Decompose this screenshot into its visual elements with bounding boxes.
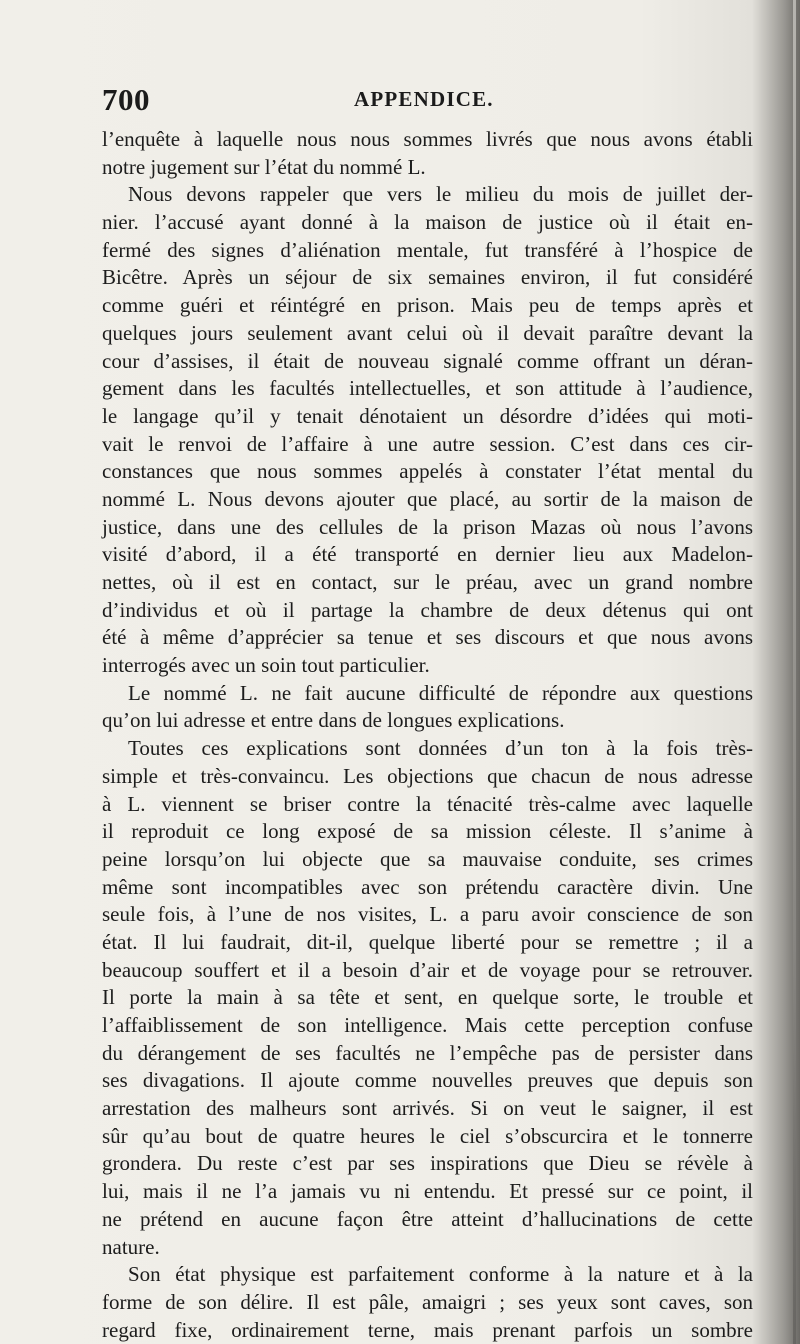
text-line: forme de son délire. Il est pâle, amaigri ; ses yeux sont caves, son [102, 1289, 753, 1314]
text-line: arrestation des malheurs sont arrivés. Si on veut le saigner, il est [102, 1096, 753, 1121]
text-line: lui, mais il ne l’a jamais vu ni entendu. Et pressé sur ce point, il [102, 1179, 753, 1204]
text-line: du dérangement de ses facultés ne l’empêche pas de persister dans [102, 1040, 753, 1065]
text-line: le langage qu’il y tenait dénotaient un désordre d’idées qui moti- [102, 403, 753, 428]
text-line: regard fixe, ordinairement terne, mais prenant parfois un sombre [102, 1317, 753, 1342]
text-line: Il porte la main à sa tête et sent, en quelque sorte, le trouble et [102, 985, 753, 1010]
page-edge-shadow [793, 0, 796, 1344]
text-line: même sont incompatibles avec son prétendu caractère divin. Une [102, 874, 753, 899]
text-line: grondera. Du reste c’est par ses inspirations que Dieu se révèle à [102, 1151, 753, 1176]
text-line: constances que nous sommes appelés à constater l’état mental du [102, 459, 753, 484]
text-line: beaucoup souffert et il a besoin d’air et de voyage pour se retrouver. [102, 957, 753, 982]
text-line: visité d’abord, il a été transporté en dernier lieu aux Madelon- [102, 542, 753, 567]
text-line: gement dans les facultés intellectuelles, et son attitude à l’audience, [102, 376, 753, 401]
text-line: comme guéri et réintégré en prison. Mais peu de temps après et [102, 293, 753, 318]
text-line: seule fois, à l’une de nos visites, L. a paru avoir conscience de son [102, 902, 753, 927]
text-line: interrogés avec un soin tout particulier. [102, 653, 430, 678]
text-line: cour d’assises, il était de nouveau signalé comme offrant un déran- [102, 348, 753, 373]
text-line: été à même d’apprécier sa tenue et ses discours et que nous avons [102, 625, 753, 650]
text-line: nettes, où il est en contact, sur le préau, avec un grand nombre [102, 570, 753, 594]
text-line: quelques jours seulement avant celui où il devait paraître devant la [102, 320, 753, 345]
text-line: nommé L. Nous devons ajouter que placé, au sortir de la maison de [102, 486, 753, 511]
text-line: nature. [102, 1234, 160, 1259]
text-line: fermé des signes d’aliénation mentale, fut transféré à l’hospice de [102, 237, 753, 262]
text-line: simple et très-convaincu. Les objections que chacun de nous adresse [102, 763, 753, 788]
text-line: peine lorsqu’on lui objecte que sa mauvaise conduite, ses crimes [102, 846, 753, 871]
text-line: Son état physique est parfaitement conforme à la nature et à la [128, 1262, 753, 1287]
running-head: APPENDICE. [354, 87, 494, 111]
text-line: d’individus et où il partage la chambre de deux détenus qui ont [102, 597, 753, 622]
text-line: Toutes ces explications sont données d’un ton à la fois très- [128, 736, 753, 761]
text-line: il reproduit ce long exposé de sa mission céleste. Il s’anime à [102, 819, 753, 844]
page-number: 700 [102, 82, 150, 117]
text-line: à L. viennent se briser contre la ténacité très-calme avec laquelle [102, 791, 753, 816]
text-line: notre jugement sur l’état du nommé L. [102, 154, 426, 179]
text-line: sûr qu’au bout de quatre heures le ciel s’obscurcira et le tonnerre [102, 1123, 753, 1148]
text-line: Nous devons rappeler que vers le milieu du mois de juillet der- [128, 182, 753, 207]
text-line: justice, dans une des cellules de la prison Mazas où nous l’avons [102, 514, 753, 539]
body-text [102, 126, 753, 1344]
text-line: qu’on lui adresse et entre dans de longues explications. [102, 708, 565, 733]
text-line: l’enquête à laquelle nous nous sommes livrés que nous avons établi [102, 127, 753, 151]
text-line: Bicêtre. Après un séjour de six semaines environ, il fut considéré [102, 265, 753, 290]
text-line: vait le renvoi de l’affaire à une autre session. C’est dans ces cir- [102, 431, 753, 456]
text-line: nier. l’accusé ayant donné à la maison de justice où il était en- [102, 210, 753, 235]
text-line: état. Il lui faudrait, dit-il, quelque liberté pour se remettre ; il a [102, 929, 753, 954]
text-line: ne prétend en aucune façon être atteint d’hallucinations de cette [102, 1206, 753, 1231]
page-header [102, 82, 742, 122]
text-line: l’affaiblissement de son intelligence. Mais cette perception confuse [102, 1013, 753, 1037]
text-line: Le nommé L. ne fait aucune difficulté de répondre aux questions [128, 680, 753, 705]
text-line: ses divagations. Il ajoute comme nouvelles preuves que depuis son [102, 1068, 753, 1093]
